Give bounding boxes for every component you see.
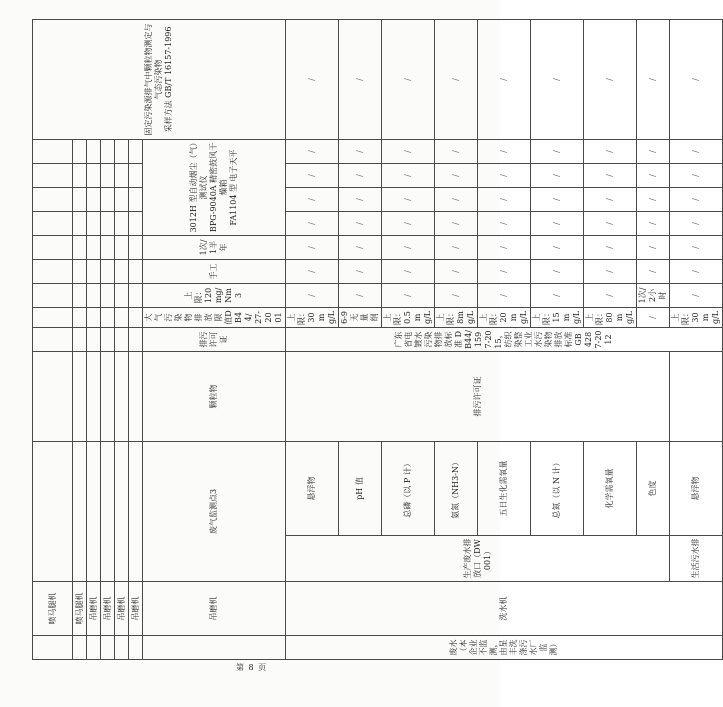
rotated-table-frame bbox=[32, 20, 720, 660]
cell-machine: 吊磨机 bbox=[143, 582, 286, 636]
page-number: 第 8 页 bbox=[236, 663, 268, 672]
cell-dash: / bbox=[286, 211, 339, 235]
cell-pollutant: 五日生化需氧量 bbox=[478, 441, 531, 535]
table-row: 总氮（以 N 计） 上限：15mg/L / / / / / / / / bbox=[531, 19, 584, 659]
cell-water-permit: 排污许可证 bbox=[286, 351, 670, 441]
cell-freq: 1次/1半年 bbox=[143, 235, 286, 259]
cell-limit: 上限：30mg/L bbox=[286, 307, 339, 327]
table-row: 生活污水排 悬浮物 上限：30mg/L / / / / / / / / bbox=[670, 19, 723, 659]
cell-machine: 吊磨机 bbox=[129, 582, 143, 636]
cell-pollutant: 总氮（以 N 计） bbox=[531, 441, 584, 535]
cell-freq: 1次/2小时 bbox=[637, 283, 670, 307]
cell-dash: / bbox=[286, 163, 339, 187]
cell-category: 废水（本企业不监测，由星丰洗涤污水厂监测） bbox=[286, 636, 723, 660]
cell-outlet-domestic: 生活污水排 bbox=[670, 536, 723, 582]
cell-water-machine: 洗水机 bbox=[286, 582, 723, 636]
table-row: pH 值 6-9 无量纲 / / / / / / / / bbox=[339, 19, 382, 659]
cell-permit: 排污许可证 bbox=[143, 327, 286, 351]
cell-pollutant: 总磷（以 P 计） bbox=[382, 441, 435, 535]
table-row: 色度 / 1次/2小时 / / / / / / / bbox=[637, 19, 670, 659]
cell-machine: 喷马腿机 bbox=[33, 582, 73, 636]
cell-water-standard: 广东省电镀水污染物排放标准 DB44/1597-2015，纺织染整工业水污染物排放标准 GB 4287-2012 bbox=[286, 327, 723, 351]
sampling-methods: 固定污染源排气中颗粒物测定与气态污染物 采样方法 GB/T 16157-1996 bbox=[33, 19, 286, 139]
cell-limit: 上限：0.5mg/L bbox=[382, 307, 435, 327]
table-row: 总磷（以 P 计） 上限：0.5mg/L / / / / / / / / bbox=[382, 19, 435, 659]
cell-dash: / bbox=[286, 139, 339, 163]
cell-machine: 吊磨机 bbox=[87, 582, 101, 636]
cell-pollutant: 氨氮（NH3-N） bbox=[435, 441, 478, 535]
cell-dash: / bbox=[286, 19, 339, 139]
cell-standard: 大气污染物排放限值DB44/ 27-2001 bbox=[143, 307, 286, 327]
cell-mode: 手工 bbox=[143, 259, 286, 283]
cell-dash: / bbox=[286, 283, 339, 307]
cell-pollutant: 化学需氧量 bbox=[584, 441, 637, 535]
cell-machine: 喷马腿机 bbox=[73, 582, 87, 636]
cell-machine: 吊磨机 bbox=[115, 582, 129, 636]
cell-instrument: 3012H 型自动烟尘（气）测试仪 BPG-9040A 精密鼓风干燥箱 FA1104 型 电子天平 bbox=[143, 139, 286, 235]
table-row: 五日生化需氧量 上限：20mg/L / / / / / / / / bbox=[478, 19, 531, 659]
cell-pollutant: 悬浮物 bbox=[286, 441, 339, 535]
cell-machine: 吊磨机 bbox=[101, 582, 115, 636]
table-row bbox=[286, 19, 339, 659]
cell-point: 废气监测点3 bbox=[143, 441, 286, 581]
cell-dash: / bbox=[286, 187, 339, 211]
cell-limit: 上限：8mg/L bbox=[435, 307, 478, 327]
cell-limit: / bbox=[637, 307, 670, 327]
cell-dash: / bbox=[286, 259, 339, 283]
cell-outlet: 生产废水排放口（DW001） bbox=[286, 536, 670, 582]
monitoring-table bbox=[32, 19, 723, 660]
table-row bbox=[33, 19, 73, 659]
cell-pollutant: 悬浮物 bbox=[670, 441, 723, 535]
cell-pollutant: pH 值 bbox=[339, 441, 382, 535]
cell-limit: 上限：80mg/L bbox=[584, 307, 637, 327]
cell-limit: 上限：30mg/L bbox=[670, 307, 723, 327]
cell-limit: 6-9 无量纲 bbox=[339, 307, 382, 327]
cell-limit: 上限：20mg/L bbox=[478, 307, 531, 327]
cell-pollutant: 颗粒物 bbox=[143, 351, 286, 441]
cell-pollutant: 色度 bbox=[637, 441, 670, 535]
table-row: 氨氮（NH3-N） 上限：8mg/L / / / / / / / / bbox=[435, 19, 478, 659]
cell-limit: 上限：15mg/L bbox=[531, 307, 584, 327]
cell-dash: / bbox=[286, 235, 339, 259]
cell-limit: 上限：120mg/Nm3 bbox=[143, 283, 286, 307]
table-row: 化学需氧量 上限：80mg/L / / / / / / / / bbox=[584, 19, 637, 659]
